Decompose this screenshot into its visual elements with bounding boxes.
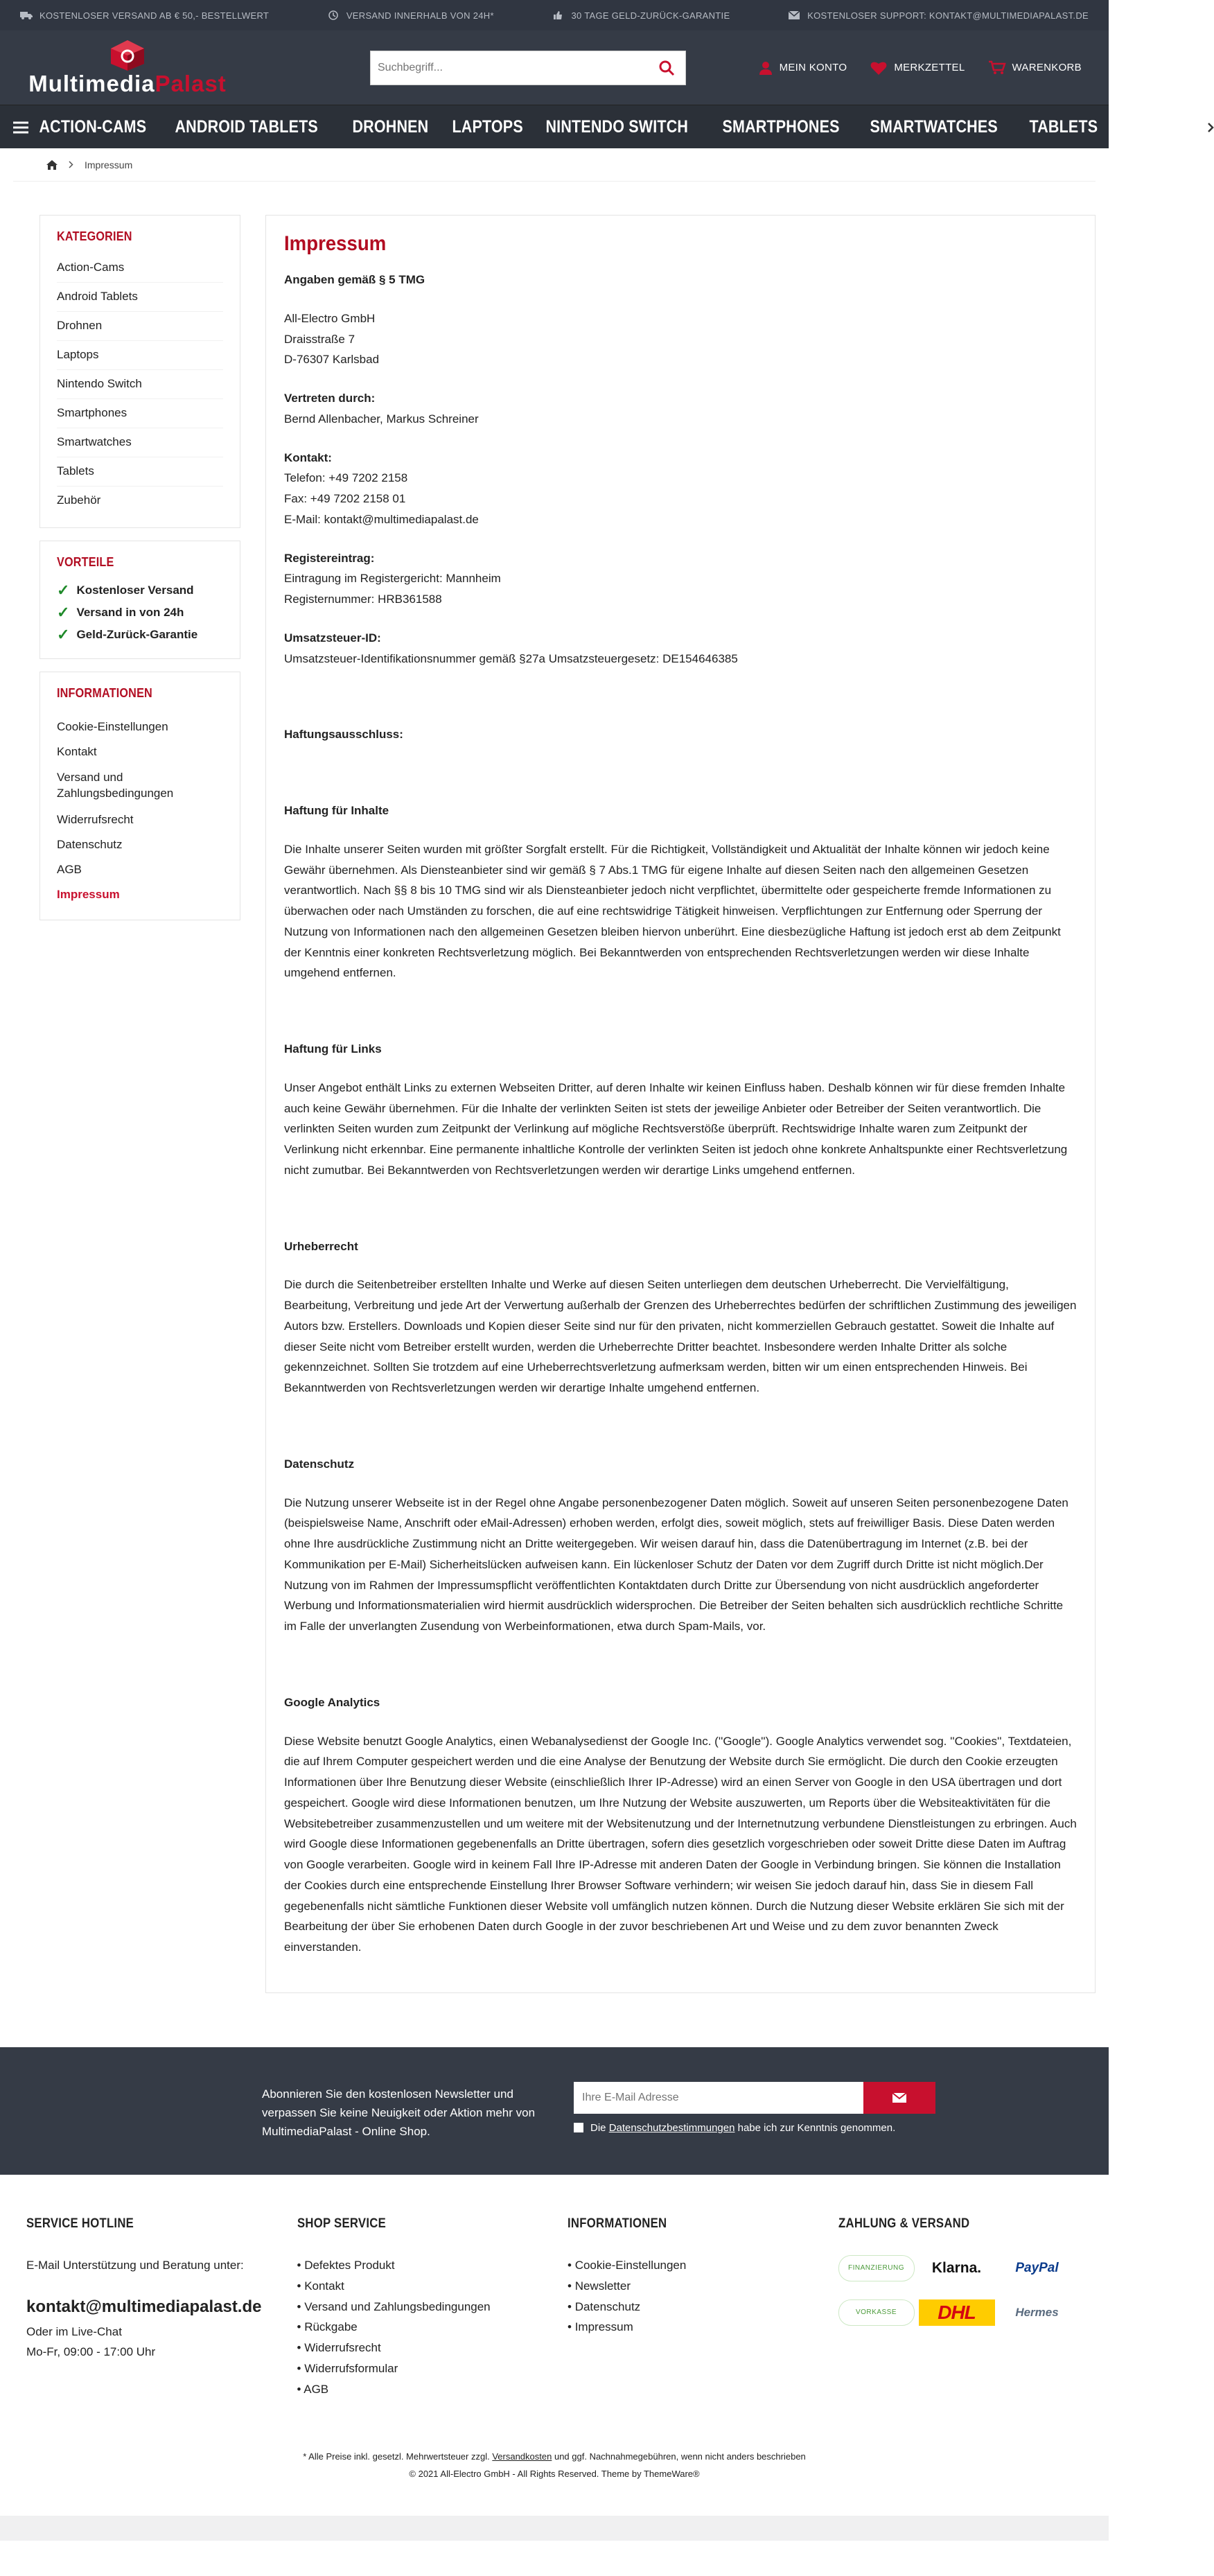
page-title: Impressum: [284, 232, 387, 255]
logo-cube-icon: [108, 39, 147, 72]
info-link-active[interactable]: Impressum: [57, 887, 120, 901]
nav-item-smartwatches[interactable]: SMARTWATCHES: [870, 117, 998, 137]
city: D-76307 Karlsbad: [284, 353, 380, 367]
company-name: All-Electro GmbH: [284, 311, 376, 325]
fax: Fax: +49 7202 2158 01: [284, 492, 406, 505]
nav-item-action-cams[interactable]: ACTION-CAMS: [39, 117, 147, 137]
info-link[interactable]: Datenschutz: [57, 837, 123, 851]
advantage-item: ✓ Geld-Zurück-Garantie: [57, 626, 198, 643]
section-heading: Urheberrecht: [284, 1239, 358, 1253]
clock-icon: [327, 10, 340, 20]
user-icon: [759, 61, 773, 75]
prepayment-logo: VORKASSE: [838, 2299, 915, 2326]
consent-checkbox[interactable]: [574, 2123, 583, 2132]
categories-box: [39, 215, 240, 528]
usp-shipping: [20, 10, 269, 21]
shipping-costs-link[interactable]: Versandkosten: [492, 2451, 552, 2462]
copyright: © 2021 All-Electro GmbH - All Rights Reserved. Theme by ThemeWare®: [409, 2468, 700, 2479]
section-heading: Haftung für Inhalte: [284, 804, 389, 817]
legal-notice: * Alle Preise inkl. gesetzl. Mehrwertsteuer zzgl. Versandkosten und ggf. Nachnahmegebühren, wenn nicht anders beschrieben © 2021 All-Electro GmbH - All Rights Reserved. Theme by ThemeWare®: [0, 2448, 1109, 2482]
category-link[interactable]: Smartphones: [57, 399, 223, 428]
paragraph: Die Nutzung unserer Webseite ist in der Regel ohne Angabe personenbezogener Daten möglich. Soweit auf unseren Seiten personenbezogene Daten (beispielsweise Name, Anschrift oder eMail-Adressen) erhoben werden, erfolgt dies, soweit möglich, stets auf freiwilliger Basis. Diese Daten werden ohne Ihre ausdrückliche Zustimmung nicht an Dritte weitergegeben. Wir weisen darauf hin, dass die Datenübertragung im Internet (z.B. bei der Kommunikation per E-Mail) Sicherheitslücken aufweisen kann. Ein lückenloser Schutz der Daten vor dem Zugriff durch Dritte ist nicht möglich.Der Nutzung von im Rahmen der Impressumspflicht veröffentlichten Kontaktdaten durch Dritte zur Übersendung von nicht ausdrücklich angeforderter Werbung und Informationsmaterialien wird hiermit ausdrücklich widersprochen. Die Betreiber der Seiten behalten sich ausdrücklich rechtliche Schritte im Falle der unverlangten Zusendung von Werbeinformationen, etwa durch Spam-Mails, vor.: [284, 1496, 1068, 1633]
cart-link[interactable]: [989, 61, 1082, 75]
cart-label: WARENKORB: [1012, 62, 1082, 73]
advantage-item: ✓ Kostenloser Versand: [57, 581, 194, 599]
paragraph: Die Inhalte unserer Seiten wurden mit größter Sorgfalt erstellt. Für die Richtigkeit, Vollständigkeit und Aktualität der Inhalte können wir jedoch keine Gewähr übernehmen. Als Diensteanbieter sind wir gemäß § 7 Abs.1 TMG für eigene Inhalte auf diesen Seiten nach den allgemeinen Gesetzen verantwortlich. Nach §§ 8 bis 10 TMG sind wir als Diensteanbieter jedoch nicht verpflichtet, übermittelte oder gespeicherte fremde Informationen zu überwachen oder nach Umständen zu forschen, die auf eine rechtswidrige Tätigkeit hinweisen. Verpflichtungen zur Entfernung oder Sperrung der Nutzung von Informationen nach den allgemeinen Gesetzen bleiben hiervon unberührt. Eine diesbezügliche Haftung ist jedoch erst ab dem Zeitpunkt der Kenntnis einer konkreten Rechtsverletzung möglich. Bei Bekanntwerden von entsprechenden Rechtsverletzungen werden wir diese Inhalte umgehend entfernen.: [284, 842, 1061, 980]
heart-icon: [870, 61, 887, 75]
footer-shop-service: [297, 2216, 568, 2400]
nav-home-button[interactable]: [13, 105, 28, 149]
nav-item-laptops[interactable]: LAPTOPS: [452, 117, 523, 137]
mail-icon: [788, 10, 800, 20]
nav-item-smartphones[interactable]: SMARTPHONES: [722, 117, 840, 137]
dhl-logo: DHL: [919, 2299, 995, 2326]
hotline-hours: Mo-Fr, 09:00 - 17:00 Uhr: [26, 2345, 156, 2359]
hermes-logo: Hermes: [1015, 2305, 1059, 2319]
category-link[interactable]: Tablets: [57, 457, 223, 487]
newsletter-section: [0, 2047, 1109, 2175]
nav-scroll-right-button[interactable]: [1207, 105, 1214, 149]
category-link[interactable]: Action-Cams: [57, 254, 223, 283]
main-nav: [0, 105, 1195, 148]
footer-link[interactable]: • Rückgabe: [297, 2317, 568, 2338]
nav-item-nintendo-switch[interactable]: NINTENDO SWITCH: [545, 117, 688, 137]
street: Draisstraße 7: [284, 332, 355, 346]
nav-item-tablets[interactable]: TABLETS: [1029, 117, 1098, 137]
phone: Telefon: +49 7202 2158: [284, 471, 408, 485]
menu-icon: [13, 121, 28, 134]
footer-heading: SHOP SERVICE: [297, 2216, 386, 2231]
logo-text: MultimediaPalast: [28, 70, 227, 96]
category-link[interactable]: Drohnen: [57, 312, 223, 341]
info-link[interactable]: Cookie-Einstellungen: [57, 720, 168, 733]
nav-item-zubehoer[interactable]: ZUBEHÖR: [1120, 117, 1195, 137]
footer-link[interactable]: • Kontakt: [297, 2276, 568, 2297]
check-icon: ✓: [57, 626, 70, 643]
home-icon[interactable]: [46, 160, 58, 170]
check-icon: ✓: [57, 604, 70, 621]
category-link[interactable]: Android Tablets: [57, 283, 223, 312]
hotline-text: E-Mail Unterstützung und Beratung unter:: [26, 2258, 244, 2272]
info-link[interactable]: Kontakt: [57, 745, 97, 758]
truck-icon: [20, 10, 33, 20]
category-link[interactable]: Zubehör: [57, 493, 101, 507]
search-icon: [658, 60, 675, 76]
usp-bar: [0, 0, 1109, 30]
newsletter-consent: Die Datenschutzbestimmungen habe ich zur Kenntnis genommen.: [574, 2122, 935, 2134]
footer-link[interactable]: • Widerrufsformular: [297, 2358, 568, 2379]
advantages-title: VORTEILE: [57, 555, 114, 569]
impressum-content: [265, 215, 1096, 1993]
footer-link[interactable]: • Impressum: [568, 2317, 838, 2338]
newsletter-submit-button[interactable]: [863, 2082, 935, 2114]
section-heading: Haftung für Links: [284, 1042, 382, 1055]
usp-guarantee: [552, 10, 730, 21]
section-heading: Umsatzsteuer-ID:: [284, 631, 381, 645]
footer-heading: SERVICE HOTLINE: [26, 2216, 134, 2231]
usp-text: KOSTENLOSER VERSAND AB € 50,- BESTELLWERT: [39, 10, 270, 21]
email: E-Mail: kontakt@multimediapalast.de: [284, 512, 479, 526]
information-title: INFORMATIONEN: [57, 686, 152, 700]
footer-hotline: [26, 2216, 297, 2400]
usp-text: KOSTENLOSER SUPPORT: KONTAKT@MULTIMEDIAPALAST.DE: [807, 10, 1089, 21]
hotline-email-link[interactable]: kontakt@multimediapalast.de: [26, 2297, 262, 2316]
account-link[interactable]: [759, 61, 847, 75]
info-link[interactable]: Versand und Zahlungsbedingungen: [57, 771, 174, 800]
breadcrumb-current[interactable]: Impressum: [85, 159, 133, 170]
search-button[interactable]: [655, 56, 678, 80]
search-bar: [370, 51, 686, 85]
footer-heading: ZAHLUNG & VERSAND: [838, 2216, 969, 2231]
footer-link[interactable]: • Newsletter: [568, 2276, 838, 2297]
section-heading: Google Analytics: [284, 1695, 380, 1709]
footer-payment: [838, 2216, 1109, 2400]
vat-id: Umsatzsteuer-Identifikationsnummer gemäß §27a Umsatzsteuergesetz: DE154646385: [284, 651, 738, 665]
categories-title: KATEGORIEN: [57, 229, 132, 243]
check-icon: ✓: [57, 581, 70, 599]
footer-information: [568, 2216, 838, 2400]
advantages-box: [39, 541, 240, 659]
paragraph: Unser Angebot enthält Links zu externen Webseiten Dritter, auf deren Inhalte wir keinen Einfluss haben. Deshalb können wir für diese fremden Inhalte auch keine Gewähr übernehmen. Für die Inhalte der verlinkten Seiten ist stets der jeweilige Anbieter oder Betreiber der Seiten verantwortlich. Die verlinkten Seiten wurden zum Zeitpunkt der Verlinkung auf mögliche Rechtsverstöße überprüft. Rechtswidrige Inhalte waren zum Zeitpunkt der Verlinkung nicht erkennbar. Eine permanente inhaltliche Kontrolle der verlinkten Seiten ist jedoch ohne konkrete Anhaltspunkte einer Rechtsverletzung nicht zumutbar. Bei Bekanntwerden von Rechtsverletzungen werden wir derartige Links umgehend entfernen.: [284, 1080, 1068, 1177]
footer-link[interactable]: • Cookie-Einstellungen: [568, 2255, 838, 2276]
usp-support: [788, 10, 1089, 21]
footer-heading: INFORMATIONEN: [568, 2216, 667, 2231]
advantage-item: ✓ Versand in von 24h: [57, 604, 184, 621]
sidebar: [39, 215, 240, 1993]
newsletter-text: Abonnieren Sie den kostenlosen Newsletter und verpassen Sie keine Neuigkeit oder Aktion mehr von MultimediaPalast - Online Shop.: [262, 2087, 536, 2139]
section-heading: Haftungsausschluss:: [284, 728, 403, 742]
site-header: [0, 30, 1109, 105]
search-input[interactable]: [378, 62, 655, 74]
financing-logo: FINANZIERUNG: [838, 2255, 915, 2281]
mail-icon: [892, 2092, 907, 2103]
section-heading: Datenschutz: [284, 1457, 355, 1471]
footer-link[interactable]: • AGB: [297, 2379, 568, 2400]
section-heading: Registereintrag:: [284, 551, 375, 565]
footer-link[interactable]: • Versand und Zahlungsbedingungen: [297, 2297, 568, 2317]
info-link[interactable]: Widerrufsrecht: [57, 812, 134, 826]
klarna-logo: Klarna.: [931, 2259, 982, 2276]
section-heading: Angaben gemäß § 5 TMG: [284, 273, 425, 286]
privacy-link[interactable]: Datenschutzbestimmungen: [608, 2121, 735, 2134]
chevron-right-icon: [69, 161, 73, 168]
usp-delivery: [327, 10, 494, 21]
usp-text: 30 TAGE GELD-ZURÜCK-GARANTIE: [571, 10, 730, 21]
nav-item-drohnen[interactable]: DROHNEN: [352, 117, 429, 137]
category-link[interactable]: Nintendo Switch: [57, 370, 223, 399]
section-heading: Vertreten durch:: [284, 392, 376, 405]
site-logo[interactable]: [13, 33, 242, 103]
footer-link[interactable]: • Datenschutz: [568, 2297, 838, 2317]
wishlist-link[interactable]: [870, 61, 965, 75]
register-number: Registernummer: HRB361588: [284, 593, 442, 606]
newsletter-email-input[interactable]: [574, 2082, 863, 2114]
paragraph: Die durch die Seitenbetreiber erstellten Inhalte und Werke auf diesen Seiten unterliegen dem deutschen Urheberrecht. Die Vervielfältigung, Bearbeitung, Verbreitung und jede Art der Verwertung außerhalb der Grenzen des Urheberrechtes bedürfen der schriftlichen Zustimmung des jeweiligen Autors bzw. Erstellers. Downloads und Kopien dieser Seite sind nur für den privaten, nicht kommerziellen Gebrauch gestattet. Soweit die Inhalte auf dieser Seite nicht vom Betreiber erstellt wurden, werden die Urheberrechte Dritter beachtet. Insbesondere werden Inhalte Dritter als solche gekennzeichnet. Sollten Sie trotzdem auf eine Urheberrechtsverletzung aufmerksam werden, bitten wir um einen entsprechenden Hinweis. Bei Bekanntwerden von Rechtsverletzungen werden wir derartige Inhalte umgehend entfernen.: [284, 1278, 1077, 1394]
hotline-chat: Oder im Live-Chat: [26, 2324, 122, 2338]
paragraph: Diese Website benutzt Google Analytics, einen Webanalysedienst der Google Inc. (''Google''). Google Analytics verwendet sog. ''Cookies'', Textdateien, die auf Ihrem Computer gespeichert werden und die eine Analyse der Benutzung der Website durch Sie ermöglicht. Die durch den Cookie erzeugten Informationen über Ihre Benutzung dieser Website (einschließlich Ihrer IP-Adresse) wird an einen Server von Google in den USA übertragen und dort gespeichert. Google wird diese Informationen benutzen, um Ihre Nutzung der Website auszuwerten, um Reports über die Websiteaktivitäten für die Websitebetreiber zusammenzustellen und um weitere mit der Websitenutzung und der Internetnutzung verbundene Dienstleistungen zu erbringen. Auch wird Google diese Informationen gegebenenfalls an Dritte übertragen, sofern dies gesetzlich vorgeschrieben oder soweit Dritte diese Daten im Auftrag von Google verarbeiten. Google wird in keinem Fall Ihre IP-Adresse mit anderen Daten der Google in Verbindung bringen. Sie können die Installation der Cookies durch eine entsprechende Einstellung Ihrer Browser Software verhindern; wir weisen Sie jedoch darauf hin, dass Sie in diesem Fall gegebenenfalls nicht sämtliche Funktionen dieser Website voll umfänglich nutzen können. Durch die Nutzung dieser Website erklären Sie sich mit der Bearbeitung der über Sie erhobenen Daten durch Google in der zuvor beschriebenen Art und Weise und zu dem zuvor benannten Zweck einverstanden.: [284, 1734, 1077, 1954]
wishlist-label: MERKZETTEL: [894, 62, 965, 73]
cart-icon: [989, 61, 1005, 75]
breadcrumb: [13, 148, 1096, 182]
nav-item-android-tablets[interactable]: ANDROID TABLETS: [175, 117, 318, 137]
chevron-right-icon: [1207, 123, 1214, 132]
section-heading: Kontakt:: [284, 450, 332, 464]
register-court: Eintragung im Registergericht: Mannheim: [284, 572, 501, 586]
category-link[interactable]: Smartwatches: [57, 428, 223, 457]
information-box: [39, 672, 240, 920]
newsletter-form: [574, 2082, 935, 2141]
info-link[interactable]: AGB: [57, 862, 82, 876]
account-label: MEIN KONTO: [779, 62, 847, 73]
site-footer: [0, 2175, 1109, 2541]
thumbs-up-icon: [552, 10, 564, 20]
footer-bottom-bar: [0, 2516, 1109, 2541]
representatives: Bernd Allenbacher, Markus Schreiner: [284, 412, 479, 426]
footer-link[interactable]: • Defektes Produkt: [297, 2255, 568, 2276]
paypal-logo: PayPal: [1015, 2260, 1059, 2275]
usp-text: VERSAND INNERHALB VON 24H*: [346, 10, 494, 21]
category-link[interactable]: Laptops: [57, 341, 223, 370]
footer-link[interactable]: • Widerrufsrecht: [297, 2338, 568, 2358]
